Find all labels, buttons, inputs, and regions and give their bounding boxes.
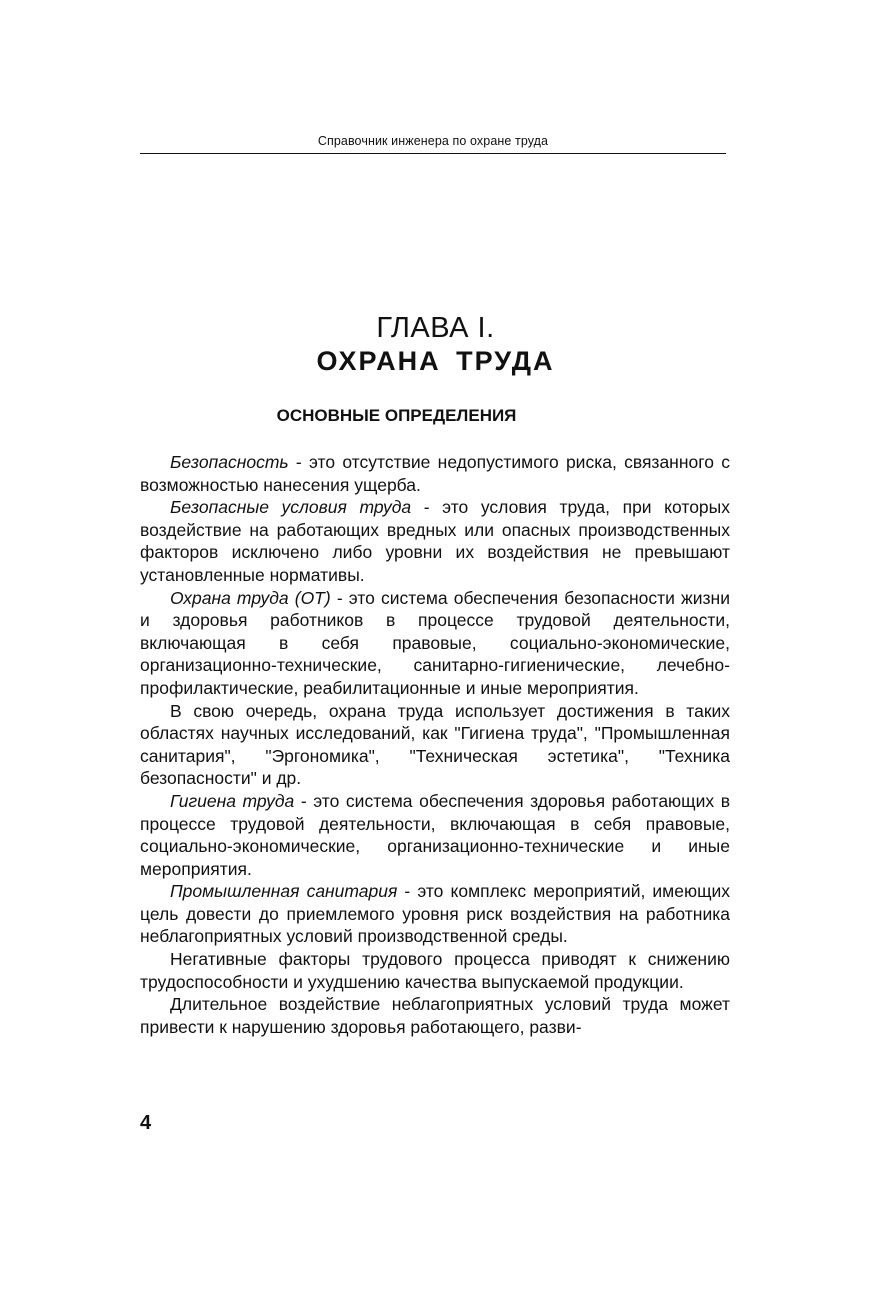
definition-text: - это система обеспечения безопасности жизни и здоровья работников в процессе трудовой деятельности, включающая в себя правовые, социально-экономические, организационно-технические, санитарно-гигиенические, лечебно-профилактические, реабилитационные и иные мероприятия.: [140, 587, 730, 698]
body-text: [140, 451, 730, 1038]
definition-text: - это условия труда, при которых воздействие на работающих вредных или опасных производственных факторов исключено либо уровни их воздействия не превышают установленные нормативы.: [140, 497, 730, 585]
definition-text: - это комплекс мероприятий, имеющих цель довести до приемлемого уровня риск воздействия на работника неблагоприятных условий производственной среды.: [140, 881, 730, 947]
defined-term: Промышленная санитария: [170, 881, 398, 902]
paragraph: [140, 948, 730, 993]
paragraph: [140, 790, 730, 880]
page-number: 4: [140, 1112, 152, 1134]
paragraph: [140, 587, 730, 700]
defined-term: Гигиена труда: [170, 790, 295, 811]
paragraph-text: В свою очередь, охрана труда использует достижения в таких областях научных исследований, как "Гигиена труда", "Промышленная санитария", "Эргономика", "Техническая эстетика", "Техника безопасности" и др.: [140, 700, 730, 789]
defined-term: Охрана труда (ОТ): [170, 587, 331, 608]
paragraph: [140, 496, 730, 586]
paragraph: [140, 451, 730, 496]
running-head: Справочник инженера по охране труда: [317, 134, 549, 148]
paragraph-text: Длительное воздействие неблагоприятных условий труда может привести к нарушению здоровья работающего, разви-: [140, 994, 730, 1037]
defined-term: Безопасность: [170, 452, 289, 472]
paragraph: [140, 993, 730, 1038]
header-rule: [140, 153, 726, 154]
definition-text: - это отсутствие недопустимого риска, связанного с возможностью нанесения ущерба.: [140, 452, 730, 495]
paragraph-text: Негативные факторы трудового процесса приводят к снижению трудоспособности и ухудшению качества выпускаемой продукции.: [140, 949, 730, 992]
section-title: ОСНОВНЫЕ ОПРЕДЕЛЕНИЯ: [276, 406, 517, 425]
chapter-title: ОХРАНА ТРУДА: [316, 346, 555, 376]
defined-term: Безопасные условия труда: [170, 497, 412, 518]
paragraph: [140, 700, 730, 790]
paragraph: [140, 880, 730, 948]
chapter-label: ГЛАВА I.: [376, 312, 495, 344]
definition-text: - это система обеспечения здоровья работающих в процессе трудовой деятельности, включающая в себя правовые, социально-экономические, организационно-технические и иные мероприятия.: [140, 790, 730, 879]
